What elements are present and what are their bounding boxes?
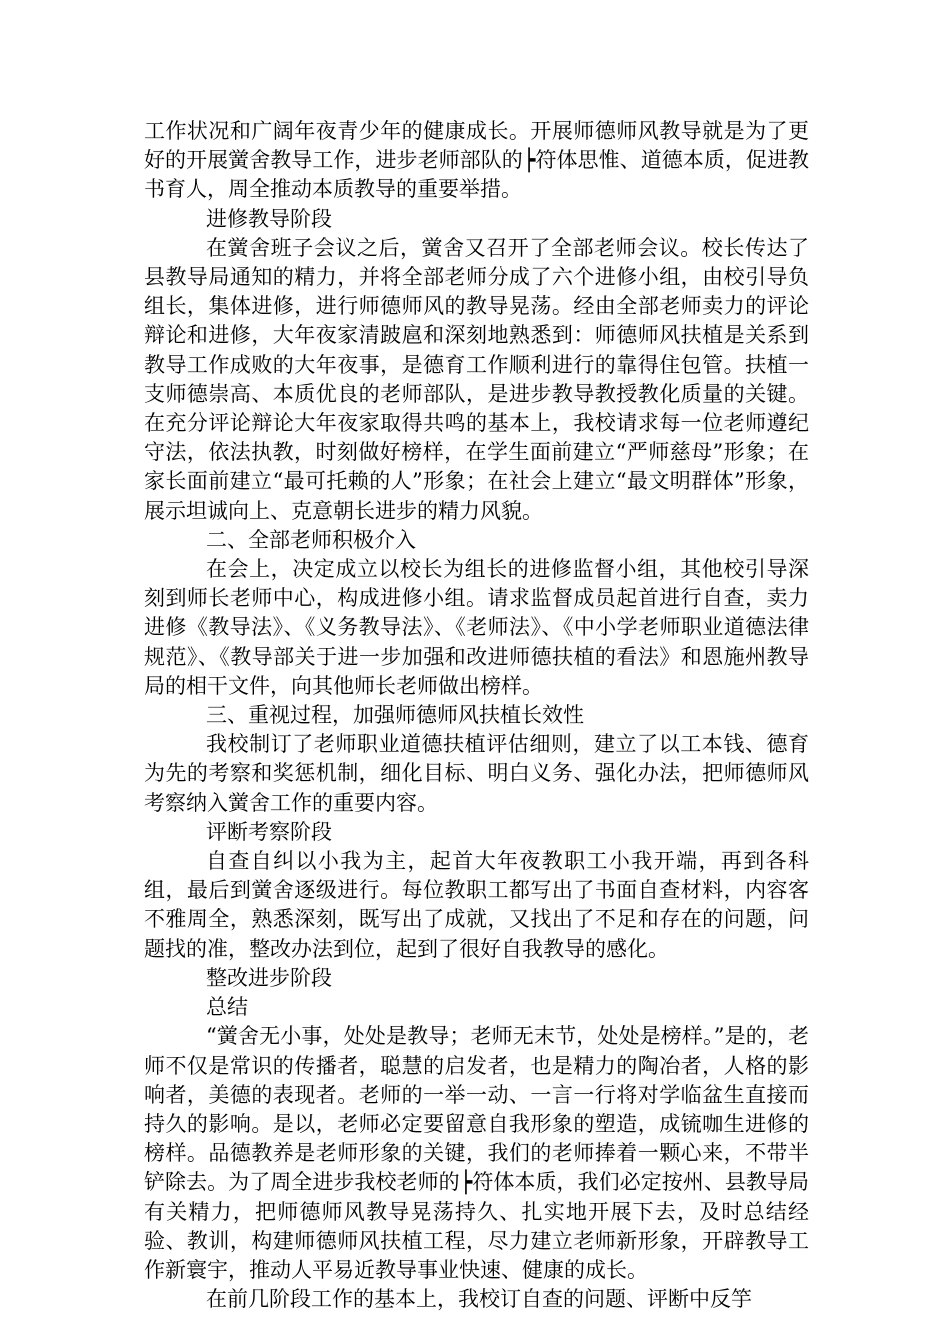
paragraph-final-partial: 在前几阶段工作的基本上，我校订自查的问题、评断中反竽	[206, 1287, 752, 1312]
paragraph-self-check: 自查自纠以小我为主，起首大年夜教职工小我开端，再到各科组，最后到黉舍逐级进行。每位教职工都写出了书面自查材料，内容客不雅周全，熟悉深刻，既写出了成就，又找出了不足和存在的问题，问题找的准，整改办法到位，起到了很好自我教导的感化。	[144, 849, 809, 961]
document-body	[144, 117, 809, 1314]
section-heading-process: 三、重视过程，加强师德师风扶植长效性	[206, 703, 584, 728]
section-heading-study-phase: 进修教导阶段	[206, 206, 332, 231]
section-heading-rectification-phase: 整改进步阶段	[206, 965, 332, 990]
section-heading-summary: 总结	[206, 995, 248, 1020]
paragraph-evaluation-rules: 我校制订了老师职业道德扶植评估细则，建立了以工本钱、德育为先的考察和奖惩机制，细化目标、明白义务、强化办法，把师德师风考察纳入黉舍工作的重要内容。	[144, 732, 809, 815]
paragraph-supervision-group: 在会上，决定成立以校长为组长的进修监督小组，其他校引导深刻到师长老师中心，构成进修小组。请求监督成员起首进行自查，卖力进修《教导法》、《义务教导法》、《老师法》、《中小学老师职业道德法律规范》、《教导部关于进一步加强和改进师德扶植的看法》和恩施州教导局的相干文件，向其他师长老师做出榜样。	[144, 557, 809, 698]
paragraph-study-meeting: 在黉舍班子会议之后，黉舍又召开了全部老师会议。校长传达了县教导局通知的精力，并将全部老师分成了六个进修小组，由校引导负组长，集体进修，进行师德师风的教导晃荡。经由全部老师卖力的评论辩论和进修，大年夜家清跛扈和深刻地熟悉到：师德师风扶植是关系到教导工作成败的大年夜事，是德育工作顺利进行的靠得住包管。扶植一支师德崇高、本质优良的老师部队，是进步教导教授教化质量的关键。在充分评论辩论大年夜家取得共鸣的基本上，我校请求每一位老师遵纪守法，依法执教，时刻做好榜样，在学生面前建立“严师慈母”形象；在家长面前建立“最可托赖的人”形象；在社会上建立“最文明群体”形象，展示坦诚向上、克意朝长进步的精力风貌。	[144, 235, 809, 523]
paragraph-summary-quote: “黉舍无小事，处处是教导；老师无末节，处处是榜样。”是的，老师不仅是常识的传播者，聪慧的启发者，也是精力的陶冶者，人格的影响者，美德的表现者。老师的一举一动、一言一行将对学临盆生直接而持久的影响。是以，老师必定要留意自我形象的塑造，成锍咖生进修的榜样。品德教养是老师形象的关键，我们的老师捧着一颗心来，不带半铲除去。为了周全进步我校老师的┝符体本质，我们必定按州、县教导局有关精力，把师德师风教导晃荡持久、扎实地开展下去，及时总结经验、教训，构建师德师风扶植工程，尽力建立老师新形象，开辟教导工作新寰宇，推动人平易近教导事业快速、健康的成长。	[144, 1024, 809, 1282]
section-heading-all-teachers: 二、全部老师积极介入	[206, 527, 416, 552]
paragraph-continuation: 工作状况和广阔年夜青少年的健康成长。开展师德师风教导就是为了更好的开展黉舍教导工作，进步老师部队的┝符体思惟、道德本质，促进教书育人，周全推动本质教导的重要举措。	[144, 119, 809, 202]
section-heading-assessment-phase: 评断考察阶段	[206, 819, 332, 844]
